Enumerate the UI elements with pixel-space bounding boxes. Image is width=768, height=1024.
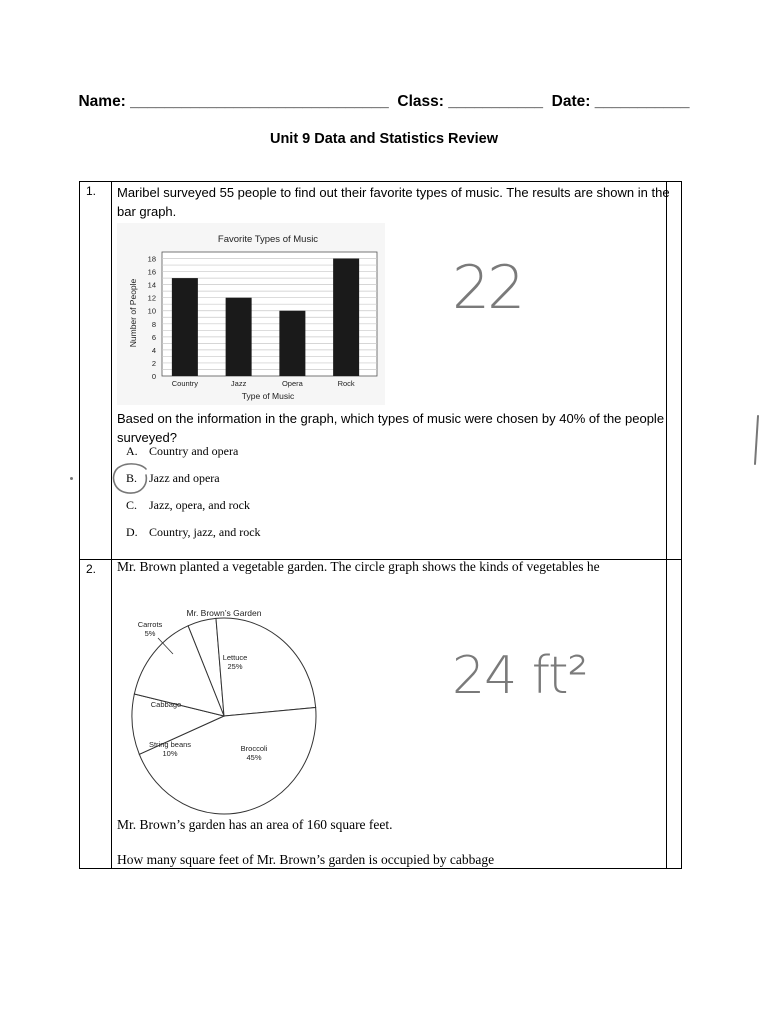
- bar-chart: [117, 223, 385, 405]
- pie-value-label: 25%: [227, 662, 243, 671]
- chart-title: Favorite Types of Music: [217, 234, 319, 245]
- y-tick-label: 14: [147, 280, 156, 290]
- choice-d-letter: D.: [126, 525, 138, 539]
- choice-c-letter: C.: [126, 498, 138, 512]
- y-tick-label: 4: [151, 345, 156, 355]
- answer-circle-mark: [110, 461, 152, 497]
- pie-label: Broccoli: [240, 744, 268, 753]
- y-tick-label: 18: [147, 254, 156, 264]
- header-fields: Name: ______________________________ Class: ___________ Date: ___________: [78, 93, 690, 110]
- margin-pen-mark: [748, 412, 764, 468]
- question-1-text: Maribel surveyed 55 people to find out their favorite types of music. The results are shown in the bar graph.: [117, 185, 670, 219]
- choice-b-letter: B.: [126, 471, 138, 485]
- bar-opera: [279, 311, 305, 376]
- choice-a-letter: A.: [126, 444, 138, 458]
- choice-d-text[interactable]: Country, jazz, and rock: [149, 525, 261, 539]
- x-axis-label: Type of Music: [241, 391, 295, 401]
- pie-label: Carrots: [137, 620, 163, 629]
- y-tick-label: 12: [147, 293, 156, 303]
- question-2-text: Mr. Brown planted a vegetable garden. The circle graph shows the kinds of vegetables he: [117, 559, 600, 574]
- pie-value-label: 10%: [162, 749, 178, 758]
- bar-rock: [333, 259, 359, 376]
- y-tick-label: 10: [147, 306, 156, 316]
- question-2-area-text: Mr. Brown’s garden has an area of 160 square feet.: [117, 817, 393, 832]
- bar-country: [172, 278, 198, 376]
- pie-chart: [128, 600, 328, 820]
- question-1-prompt: Based on the information in the graph, which types of music were chosen by 40% of the people surveyed?: [117, 411, 665, 445]
- y-tick-label: 0: [151, 372, 156, 381]
- x-tick-label: Rock: [337, 379, 355, 388]
- question-2-prompt: How many square feet of Mr. Brown’s garden is occupied by cabbage: [117, 852, 495, 867]
- choice-c-text[interactable]: Jazz, opera, and rock: [149, 498, 250, 512]
- pie-value-label: 45%: [246, 753, 262, 762]
- handwritten-answer-2: 24 ft²: [452, 646, 588, 706]
- pie-label: Cabbage: [150, 700, 182, 709]
- choice-a-text[interactable]: Country and opera: [149, 444, 239, 458]
- question-number-2: 2.: [86, 562, 97, 576]
- y-tick-label: 2: [151, 358, 156, 368]
- y-axis-label: Number of People: [128, 278, 138, 348]
- question-number-1: 1.: [86, 184, 97, 198]
- x-tick-label: Jazz: [230, 379, 247, 388]
- y-tick-label: 8: [151, 319, 156, 329]
- y-tick-label: 6: [151, 332, 156, 342]
- choice-b-text[interactable]: Jazz and opera: [149, 471, 220, 485]
- page-title: Unit 9 Data and Statistics Review: [269, 131, 499, 147]
- bar-jazz: [226, 298, 252, 376]
- stray-dot: [70, 477, 73, 480]
- pie-label: Lettuce: [222, 653, 248, 662]
- pie-label: String beans: [148, 740, 192, 749]
- x-tick-label: Opera: [281, 379, 303, 388]
- pie-title: Mr. Brown’s Garden: [186, 608, 262, 618]
- x-tick-label: Country: [171, 379, 199, 388]
- handwritten-answer-1: 22: [452, 253, 523, 323]
- y-tick-label: 16: [147, 267, 156, 277]
- pie-value-label: 5%: [144, 629, 156, 638]
